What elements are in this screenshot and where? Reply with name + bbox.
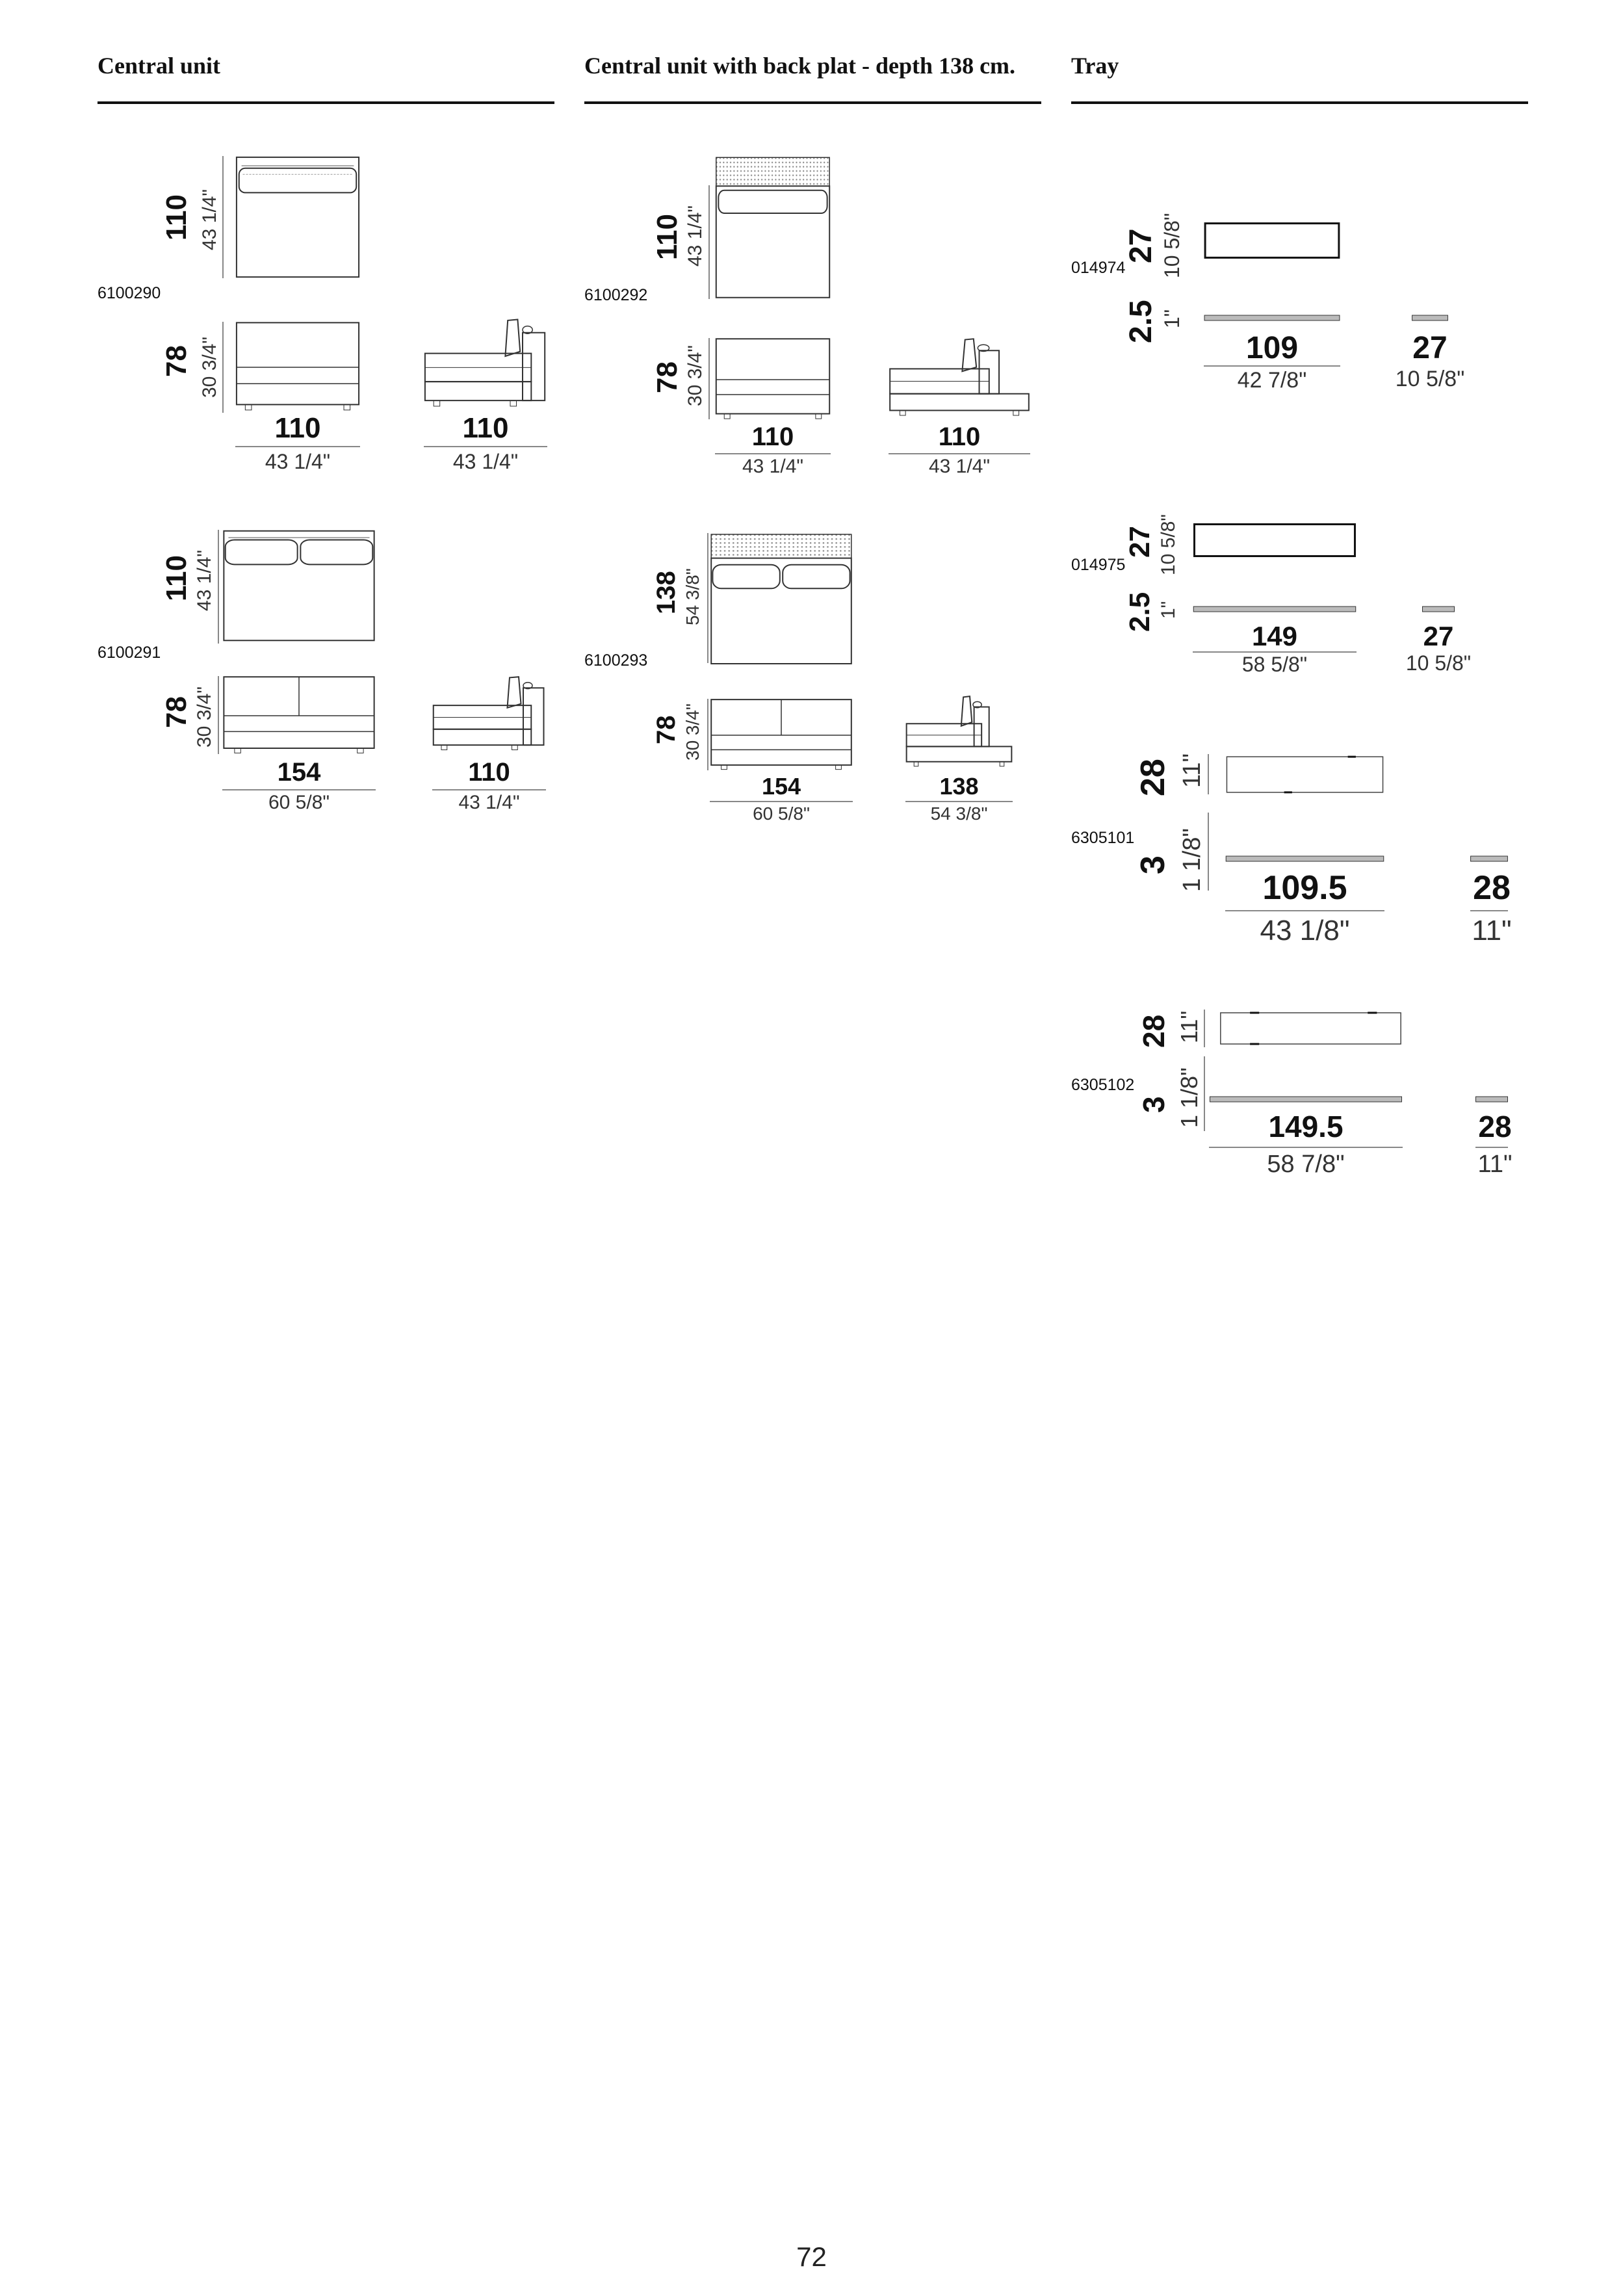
tray-thickness-cm: 3 [1137,1096,1171,1113]
product-code: 6305101 [1071,829,1135,847]
tray-front-view [1193,606,1357,612]
dim-line [424,446,547,447]
tray-side-in: 11" [1477,1151,1513,1178]
tray-thickness-in: 1" [1160,309,1184,328]
plan-depth-in: 43 1/4" [684,205,706,267]
side-depth-cm: 138 [939,773,979,800]
front-view-drawing [222,676,376,755]
tray-depth-cm: 28 [1134,759,1172,796]
dim-line [222,322,224,413]
height-in: 30 3/4" [682,703,703,761]
dim-line [905,801,1013,802]
tray-depth-in: 10 5/8" [1160,213,1184,278]
dim-line [222,156,224,278]
tray-top-view [1193,523,1357,557]
front-view-drawing [235,322,360,413]
dim-line [708,338,710,419]
tray-front-view [1225,855,1384,862]
header-rule [584,101,1041,104]
plan-depth-cm: 110 [651,214,683,260]
front-width-in: 60 5/8" [753,803,810,824]
tray-thickness-cm: 2.5 [1124,300,1158,343]
tray-side-cm: 28 [1478,1110,1512,1143]
dim-line [218,676,219,754]
side-depth-cm: 110 [462,412,509,444]
dim-line [707,533,708,663]
dim-line [707,699,708,770]
tray-thickness-cm: 3 [1134,855,1172,874]
side-depth-in: 54 3/8" [930,803,988,824]
product-code: 6100292 [584,286,648,304]
tray-depth-in: 10 5/8" [1158,514,1179,575]
plan-depth-in: 43 1/4" [194,549,215,611]
side-depth-cm: 110 [468,758,510,787]
plan-depth-in: 43 1/4" [199,189,220,250]
product-code: 6100290 [97,284,161,302]
tray-side-in: 10 5/8" [1405,651,1472,675]
tray-side-cm: 27 [1423,621,1454,651]
tray-thickness-in: 1" [1158,601,1179,619]
side-view-drawing [905,696,1013,772]
height-in: 30 3/4" [684,345,706,406]
tray-width-cm: 149.5 [1268,1110,1344,1143]
front-width-cm: 110 [274,412,321,444]
header-tray: Tray [1071,53,1119,79]
height-cm: 78 [161,696,192,728]
front-view-drawing [715,338,831,421]
dim-line [1204,365,1340,367]
tray-side-view [1470,855,1508,862]
header-rule [1071,101,1528,104]
plan-depth-cm: 138 [652,571,681,614]
tray-depth-cm: 28 [1137,1014,1171,1048]
front-width-cm: 154 [761,773,801,800]
dim-line [218,530,219,644]
tray-side-in: 10 5/8" [1395,367,1465,391]
product-code: 014975 [1071,556,1126,574]
tray-side-view [1412,315,1448,321]
dim-line [1470,910,1508,911]
tray-width-cm: 149 [1251,621,1298,651]
tray-side-cm: 28 [1473,869,1511,907]
product-code: 6305102 [1071,1076,1135,1094]
dim-line [1475,1147,1508,1148]
dim-line [1208,754,1209,794]
side-depth-cm: 110 [938,423,981,451]
tray-side-view [1475,1096,1508,1102]
side-depth-in: 43 1/4" [928,456,991,477]
tray-top-view [1225,756,1384,793]
tray-thickness-in: 1 1/8" [1176,1067,1202,1128]
side-view-drawing [432,676,546,755]
header-central-unit-back-plat: Central unit with back plat - depth 138 cm. [584,53,1016,79]
front-width-in: 60 5/8" [268,792,330,813]
dim-line [432,789,546,790]
product-code: 6100293 [584,651,648,670]
plan-view-drawing [715,156,831,299]
dim-line [710,801,853,802]
tray-depth-cm: 27 [1124,526,1156,558]
plan-depth-in: 54 3/8" [682,568,703,625]
plan-view-drawing [235,156,360,278]
side-view-drawing [889,338,1030,421]
tray-width-in: 43 1/8" [1260,915,1350,946]
front-width-cm: 110 [751,423,794,451]
page-number: 72 [796,2241,827,2272]
tray-top-view [1204,222,1340,259]
height-cm: 78 [161,345,192,377]
tray-front-view [1209,1096,1403,1102]
dim-line [715,453,831,454]
tray-front-view [1204,315,1340,321]
tray-thickness-in: 1 1/8" [1178,828,1206,892]
tray-width-cm: 109.5 [1262,869,1347,907]
plan-depth-cm: 110 [161,555,192,601]
tray-top-view [1219,1012,1403,1045]
dim-line [1208,813,1209,891]
side-depth-in: 43 1/4" [452,450,519,473]
plan-view-drawing [710,533,853,665]
height-in: 30 3/4" [194,686,215,748]
tray-side-view [1422,606,1455,612]
dim-line [1209,1147,1403,1148]
dim-line [708,185,710,299]
front-width-in: 43 1/4" [742,456,804,477]
header-central-unit: Central unit [97,53,220,79]
dim-line [889,453,1030,454]
plan-depth-cm: 110 [161,194,192,241]
tray-depth-cm: 27 [1124,228,1158,263]
header-rule [97,101,554,104]
height-in: 30 3/4" [199,336,220,398]
tray-side-cm: 27 [1412,331,1448,365]
tray-depth-in: 11" [1178,753,1206,788]
tray-thickness-cm: 2.5 [1124,592,1156,632]
side-depth-in: 43 1/4" [458,792,520,813]
product-code: 6100291 [97,644,161,662]
front-width-in: 43 1/4" [265,450,331,473]
height-cm: 78 [652,715,681,744]
dim-line [1204,1056,1205,1131]
dim-line [1204,1010,1205,1047]
dim-line [222,789,376,790]
dim-line [1225,910,1384,911]
product-code: 014974 [1071,259,1126,277]
side-view-drawing [424,319,547,413]
tray-width-in: 58 7/8" [1267,1151,1345,1178]
tray-depth-in: 11" [1176,1010,1202,1043]
height-cm: 78 [651,361,683,393]
plan-view-drawing [222,530,376,642]
tray-width-in: 58 5/8" [1241,653,1308,676]
tray-side-in: 11" [1472,915,1512,946]
tray-width-in: 42 7/8" [1237,368,1307,393]
front-width-cm: 154 [277,758,321,787]
tray-width-cm: 109 [1245,331,1299,365]
front-view-drawing [710,699,853,772]
dim-line [235,446,360,447]
